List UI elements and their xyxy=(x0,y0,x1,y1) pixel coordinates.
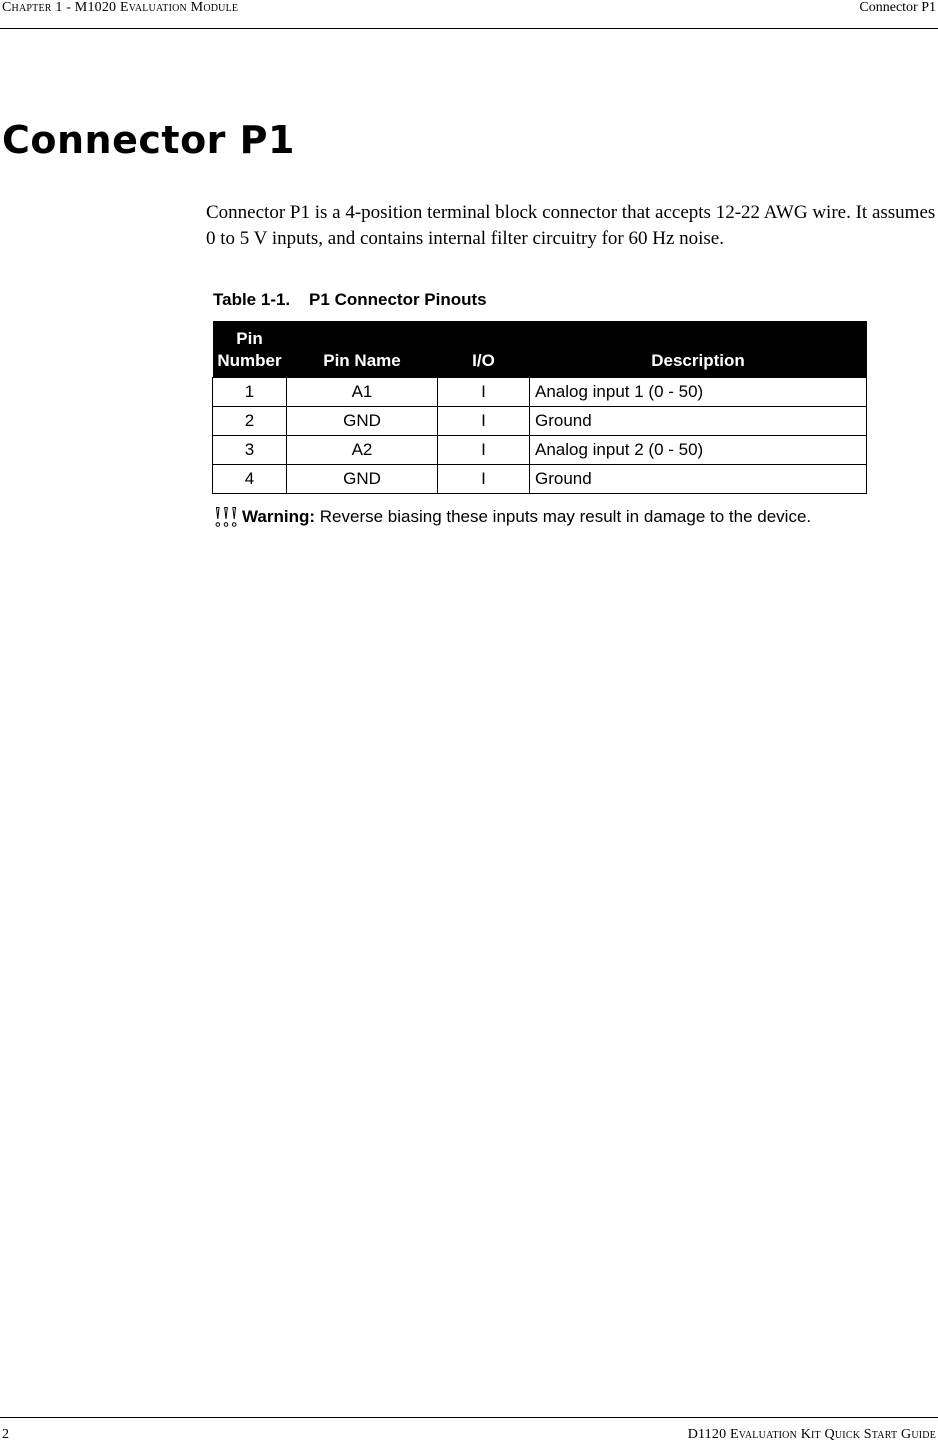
document-title: D1120 Evaluation Kit Quick Start Guide xyxy=(687,1427,936,1442)
table-row xyxy=(213,436,867,465)
pinout-table xyxy=(212,321,867,494)
io-cell: I xyxy=(438,465,530,494)
warning-icon xyxy=(214,506,238,533)
description-cell: Ground xyxy=(530,407,867,436)
pin-name-cell: A2 xyxy=(287,436,438,465)
pin-number-cell: 4 xyxy=(213,465,287,494)
running-footer xyxy=(0,1417,938,1446)
page-title: Connector P1 xyxy=(2,118,295,162)
running-header xyxy=(0,0,938,29)
column-header-description: Description xyxy=(530,321,867,378)
column-header-pin-number: Pin Number xyxy=(213,321,287,378)
io-cell: I xyxy=(438,407,530,436)
table-header-row xyxy=(213,321,867,378)
column-header-io: I/O xyxy=(438,321,530,378)
pin-number-cell: 3 xyxy=(213,436,287,465)
table-caption: Table 1-1. P1 Connector Pinouts xyxy=(213,290,487,309)
warning-note xyxy=(214,506,811,533)
pin-name-cell: GND xyxy=(287,407,438,436)
warning-text: Reverse biasing these inputs may result in damage to the device. xyxy=(315,507,812,526)
pin-name-cell: A1 xyxy=(287,378,438,407)
io-cell: I xyxy=(438,436,530,465)
chapter-label: Chapter 1 - M1020 Evaluation Module xyxy=(2,0,239,15)
column-header-pin-name: Pin Name xyxy=(287,321,438,378)
io-cell: I xyxy=(438,378,530,407)
pin-number-cell: 1 xyxy=(213,378,287,407)
page-number: 2 xyxy=(2,1427,9,1442)
section-label: Connector P1 xyxy=(859,0,936,15)
warning-label: Warning: xyxy=(242,507,316,526)
pin-name-cell: GND xyxy=(287,465,438,494)
table-row xyxy=(213,407,867,436)
table-row xyxy=(213,465,867,494)
table-row xyxy=(213,378,867,407)
description-cell: Ground xyxy=(530,465,867,494)
pin-number-cell: 2 xyxy=(213,407,287,436)
intro-paragraph: Connector P1 is a 4-position terminal block connector that accepts 12-22 AWG wire. It assumes 0 to 5 V inputs, and contains internal filter circuitry for 60 Hz noise. xyxy=(206,202,936,249)
description-cell: Analog input 2 (0 - 50) xyxy=(530,436,867,465)
description-cell: Analog input 1 (0 - 50) xyxy=(530,378,867,407)
